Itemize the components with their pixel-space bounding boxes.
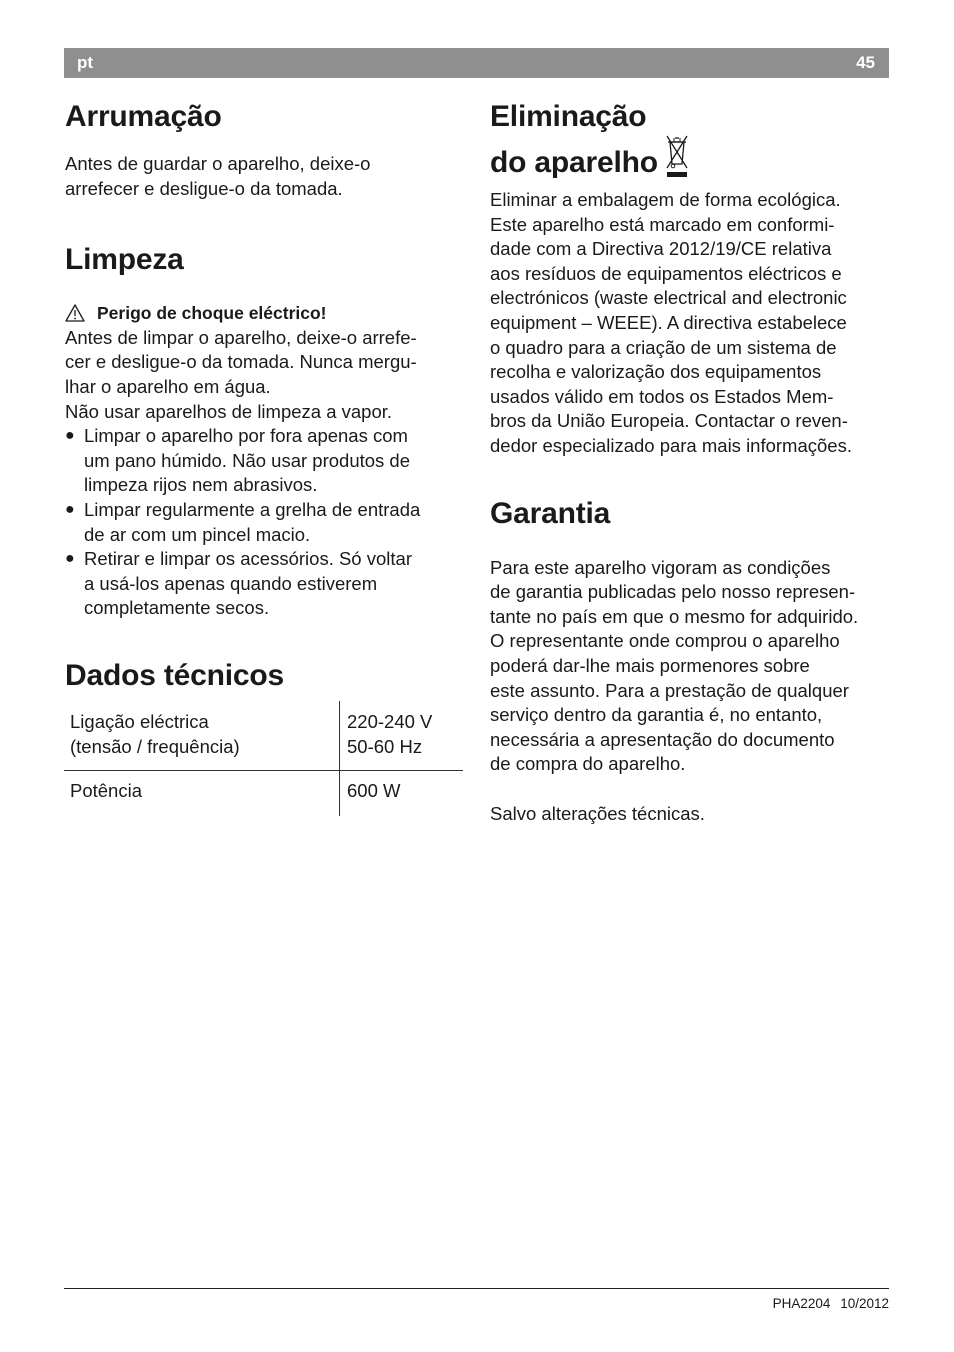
table-cell-value: 220-240 V 50-60 Hz — [340, 701, 464, 771]
header-bar — [64, 48, 889, 78]
bullet-dot-icon: ● — [65, 427, 75, 445]
warning-electric-shock — [65, 301, 457, 326]
left-column — [65, 97, 457, 816]
publication-date: 10/2012 — [840, 1296, 889, 1311]
warning-triangle-icon — [65, 304, 85, 322]
table-row — [64, 771, 463, 816]
table-cell-value: 600 W — [347, 780, 401, 802]
page-number: 45 — [856, 53, 875, 72]
footer-info — [767, 1296, 889, 1311]
language-code: pt — [77, 53, 94, 72]
technical-data-table — [64, 701, 463, 816]
table-cell-key: Ligação eléctrica (tensão / frequência) — [64, 701, 340, 771]
table-cell-key: Potência — [64, 771, 340, 816]
model-number: PHA2204 — [772, 1296, 831, 1311]
warning-label: Perigo de choque eléctrico! — [97, 303, 327, 324]
table-row — [64, 701, 463, 771]
section-title-eliminacao: Eliminação do aparelho — [490, 100, 890, 180]
section-title-arrumacao: Arrumação — [65, 100, 222, 133]
eliminacao-text: Eliminar a embalagem de forma ecológica. Este aparelho está marcado em conformi- dade com a Directiva 2012/19/CE relativa aos resíduos de equipamentos eléctricos e electrónicos (waste electrical and electronic equipment – WEEE). A directiva estabelece o quadro para a criação de um sistema de recolha e valorização dos equipamentos usados válido em todos os Estados Mem- bros da União Europeia. Contactar o reven- dedor especializado para mais informações. — [490, 189, 852, 456]
footer-divider — [64, 1288, 889, 1289]
garantia-note: Salvo alterações técnicas. — [490, 802, 705, 824]
crossed-out-wheelie-bin-icon — [666, 134, 688, 178]
limpeza-text: Antes de limpar o aparelho, deixe-o arrefe- cer e desligue-o da tomada. Nunca mergu- lhar o aparelho em água. Não usar aparelhos de limpeza a vapor. — [65, 326, 417, 422]
section-title-limpeza: Limpeza — [65, 243, 184, 277]
limpeza-bullet-list — [65, 424, 457, 621]
list-item: ● Retirar e limpar os acessórios. Só voltar a usá-los apenas quando estiverem completamente secos. — [65, 548, 412, 619]
bullet-dot-icon: ● — [65, 550, 75, 568]
garantia-text: Para este aparelho vigoram as condições de garantia publicadas pelo nosso represen- tante no país em que o mesmo for adquirido. O representante onde comprou o aparelho poderá dar-lhe mais pormenores sobre este assunto. Para a prestação de qualquer serviço dentro da garantia é, no entanto, necessária a apresentação do documento de compra do aparelho. — [490, 556, 859, 775]
section-title-garantia: Garantia — [490, 496, 611, 530]
bullet-dot-icon: ● — [65, 500, 75, 518]
section-title-dados-tecnicos: Dados técnicos — [65, 658, 284, 692]
list-item: ● Limpar o aparelho por fora apenas com um pano húmido. Não usar produtos de limpeza rijos nem abrasivos. — [65, 425, 411, 496]
right-column — [490, 97, 890, 826]
list-item: ● Limpar regularmente a grelha de entrada de ar com um pincel macio. — [65, 498, 421, 545]
arrumacao-text: Antes de guardar o aparelho, deixe-o arrefecer e desligue-o da tomada. — [65, 153, 371, 199]
